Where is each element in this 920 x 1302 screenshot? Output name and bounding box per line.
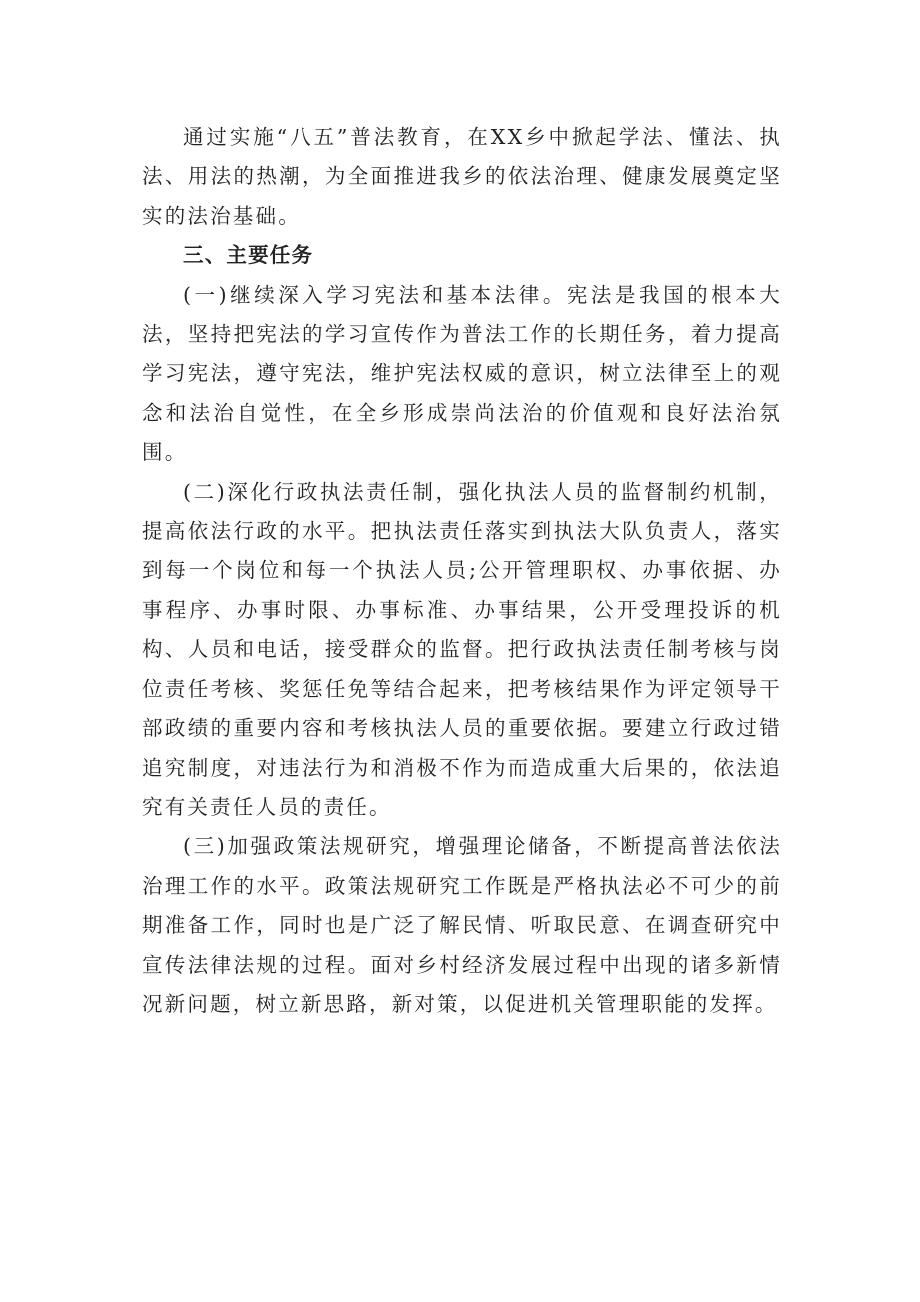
paragraph-task-1: (一)继续深入学习宪法和基本法律。宪法是我国的根本大法，坚持把宪法的学习宣传作为普法工作的长期任务，着力提高学习宪法，遵守宪法，维护宪法权威的意识，树立法律至上的观念和法治自觉性，在全乡形成崇尚法治的价值观和良好法治氛围。 bbox=[142, 282, 782, 465]
paragraph-goal: 通过实施“八五”普法教育，在XX乡中掀起学法、懂法、执法、用法的热潮，为全面推进我乡的依法治理、健康发展奠定坚实的法治基础。 bbox=[142, 125, 782, 228]
section-heading-main-tasks: 三、主要任务 bbox=[183, 243, 314, 268]
paragraph-task-3: (三)加强政策法规研究，增强理论储备，不断提高普法依法治理工作的水平。政策法规研究工作既是严格执法必不可少的前期准备工作，同时也是广泛了解民情、听取民意、在调查研究中宣传法律法规的过程。面对乡村经济发展过程中出现的诸多新情况新问题，树立新思路，新对策，以促进机关管理职能的发挥。 bbox=[142, 834, 782, 1016]
paragraph-task-2: (二)深化行政执法责任制，强化执法人员的监督制约机制，提高依法行政的水平。把执法责任落实到执法大队负责人，落实到每一个岗位和每一个执法人员;公开管理职权、办事依据、办事程序、办事时限、办事标准、办事结果，公开受理投诉的机构、人员和电话，接受群众的监督。把行政执法责任制考核与岗位责任考核、奖惩任免等结合起来，把考核结果作为评定领导干部政绩的重要内容和考核执法人员的重要依据。要建立行政过错追究制度，对违法行为和消极不作为而造成重大后果的，依法追究有关责任人员的责任。 bbox=[142, 479, 782, 819]
document-body bbox=[142, 118, 782, 1024]
